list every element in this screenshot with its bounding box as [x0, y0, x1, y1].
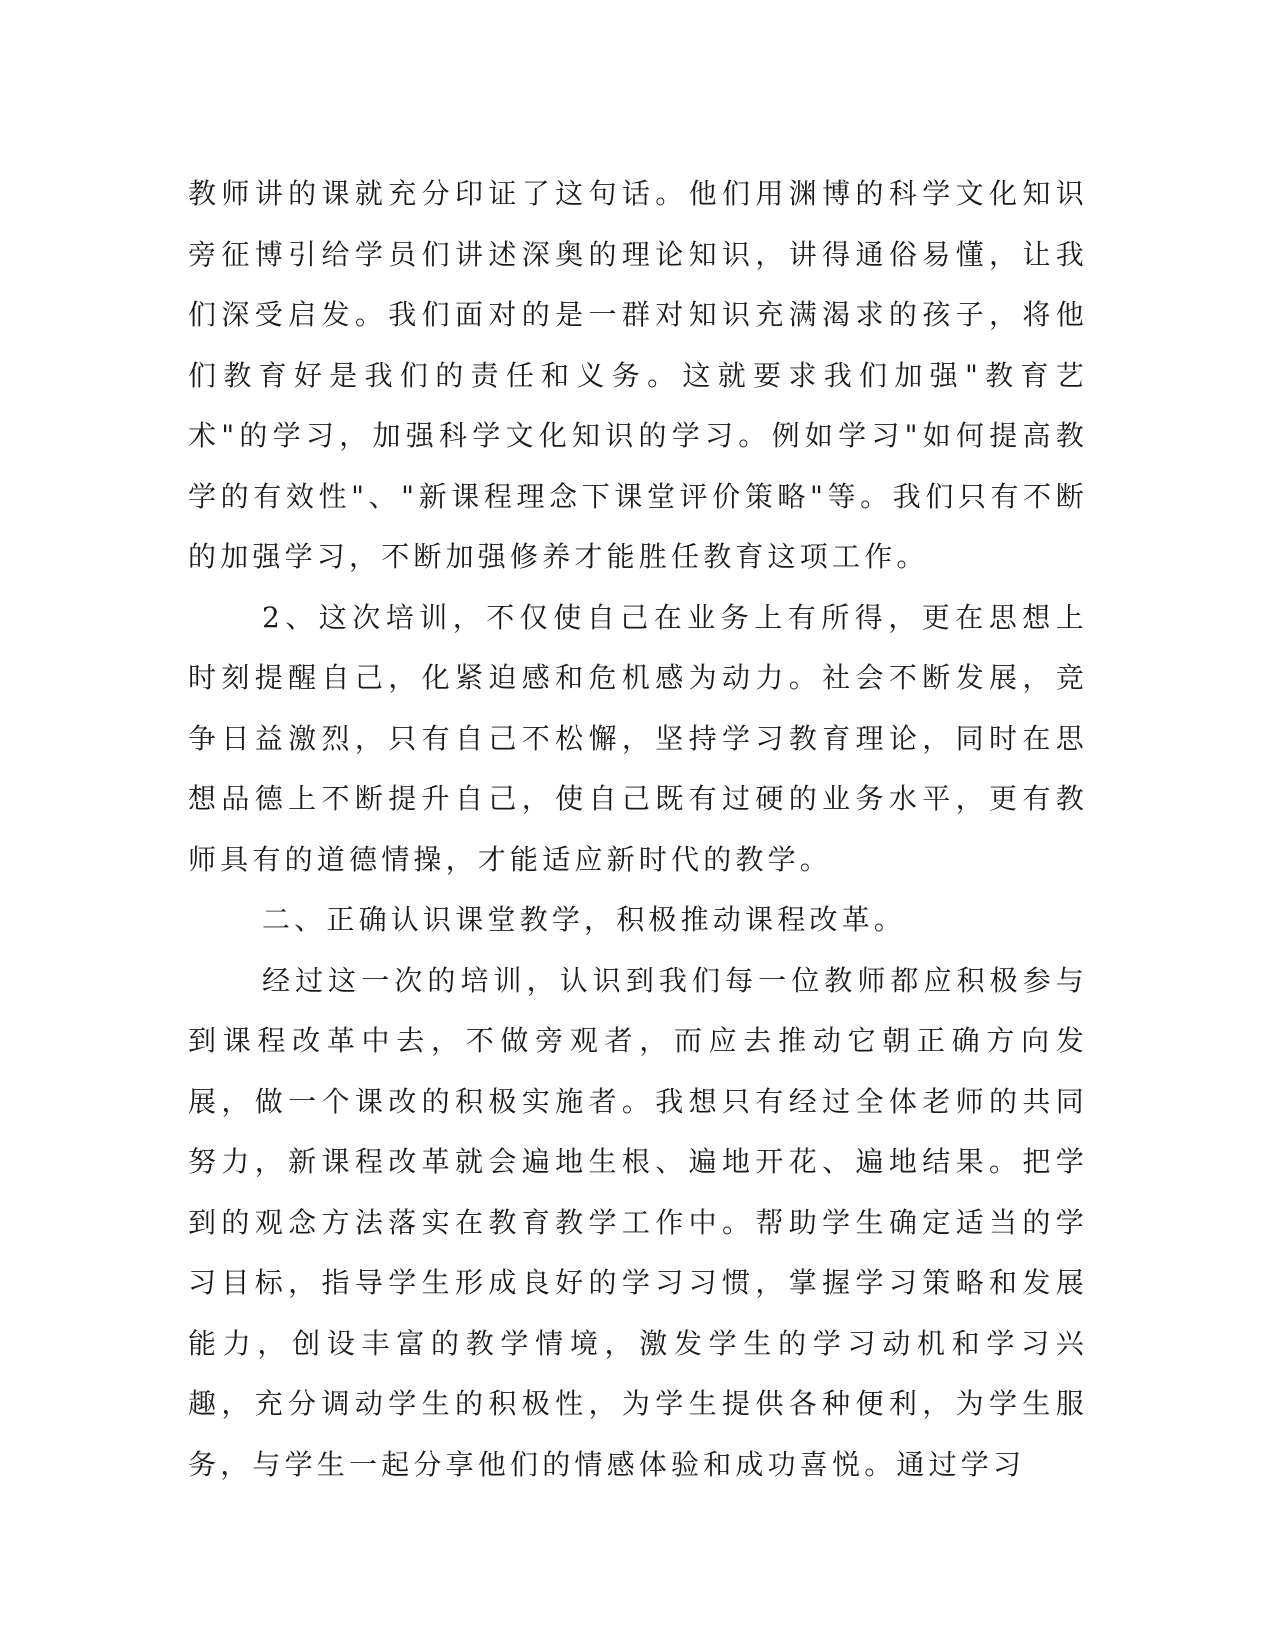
- paragraph-3: 经过这一次的培训，认识到我们每一位教师都应积极参与到课程改革中去，不做旁观者，而应去推动它朝正确方向发展，做一个课改的积极实施者。我想只有经过全体老师的共同努力，新课程改革就会遍地生根、遍地开花、遍地结果。把学到的观念方法落实在教育教学工作中。帮助学生确定适当的学习目标，指导学生形成良好的学习习惯，掌握学习策略和发展能力，创设丰富的教学情境，激发学生的学习动机和学习兴趣，充分调动学生的积极性，为学生提供各种便利，为学生服务，与学生一起分享他们的情感体验和成功喜悦。通过学习: [188, 963, 1088, 1481]
- section-heading: 二、正确认识课堂教学，积极推动课程改革。: [262, 903, 907, 936]
- paragraph-2: 2、这次培训，不仅使自己在业务上有所得，更在思想上时刻提醒自己，化紧迫感和危机感为动力。社会不断发展，竞争日益激烈，只有自己不松懈，坚持学习教育理论，同时在思想品德上不断提升自己，使自己既有过硬的业务水平，更有教师具有的道德情操，才能适应新时代的教学。: [188, 600, 1088, 876]
- paragraph-1: 教师讲的课就充分印证了这句话。他们用渊博的科学文化知识旁征博引给学员们讲述深奥的理论知识，讲得通俗易懂，让我们深受启发。我们面对的是一群对知识充满渴求的孩子，将他们教育好是我们的责任和义务。这就要求我们加强"教育艺术"的学习，加强科学文化知识的学习。例如学习"如何提高教学的有效性"、"新课程理念下课堂评价策略"等。我们只有不断的加强学习，不断加强修养才能胜任教育这项工作。: [188, 177, 1088, 573]
- body-text: [188, 164, 1088, 1495]
